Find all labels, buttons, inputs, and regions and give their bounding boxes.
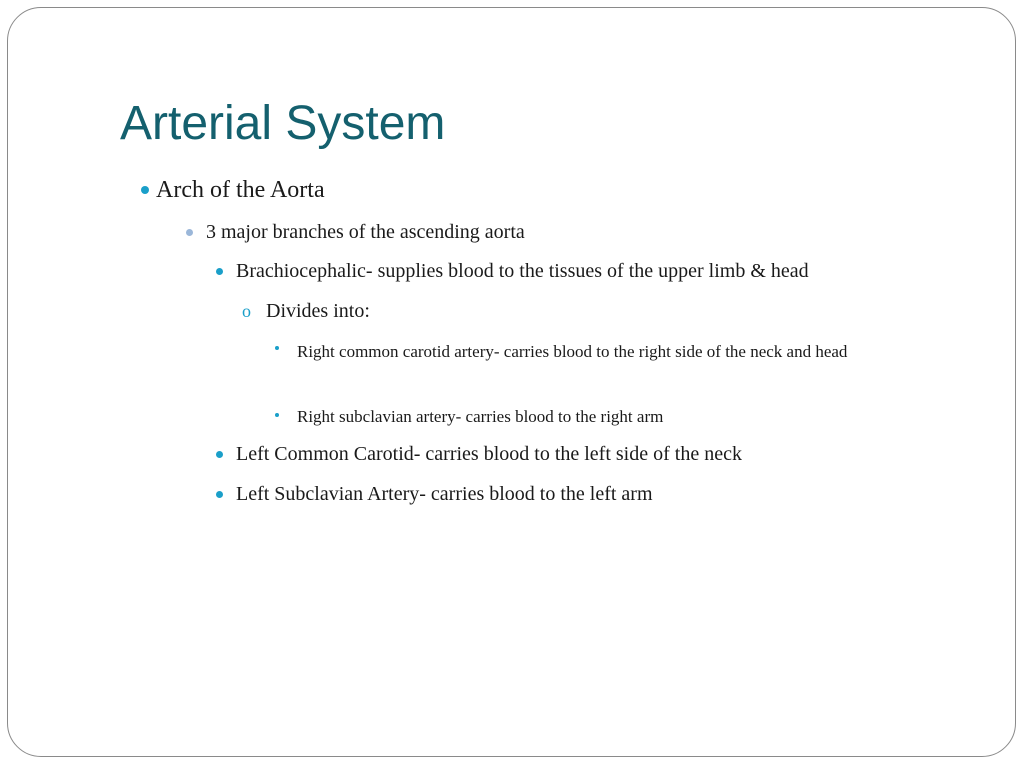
bullet-text: Right common carotid artery- carries blood to the right side of the neck and head bbox=[297, 342, 848, 361]
slide-title: Arterial System bbox=[120, 97, 446, 150]
bullet-text: Left Subclavian Artery- carries blood to the left arm bbox=[236, 483, 653, 505]
bullet-dot-icon bbox=[275, 413, 279, 417]
bullet-dot-icon bbox=[141, 186, 149, 194]
bullet-text: Divides into: bbox=[266, 300, 370, 322]
bullet-item-level2 bbox=[206, 219, 525, 245]
bullet-dot-icon bbox=[275, 346, 279, 350]
bullet-text: 3 major branches of the ascending aorta bbox=[206, 221, 525, 243]
bullet-item-level1 bbox=[156, 175, 325, 205]
circle-outline-icon: o bbox=[242, 301, 251, 321]
bullet-text: Brachiocephalic- supplies blood to the tissues of the upper limb & head bbox=[236, 260, 809, 282]
bullet-item-level5 bbox=[297, 404, 663, 430]
bullet-dot-icon bbox=[216, 491, 223, 498]
bullet-dot-icon bbox=[216, 268, 223, 275]
bullet-item-level3 bbox=[236, 481, 653, 507]
bullet-dot-icon bbox=[186, 229, 193, 236]
slide-frame bbox=[7, 7, 1016, 757]
bullet-dot-icon bbox=[216, 451, 223, 458]
bullet-text: Left Common Carotid- carries blood to the left side of the neck bbox=[236, 443, 742, 465]
bullet-item-level3 bbox=[236, 258, 809, 284]
bullet-text: Right subclavian artery- carries blood to the right arm bbox=[297, 407, 664, 426]
bullet-item-level5 bbox=[297, 337, 967, 367]
bullet-item-level3 bbox=[236, 441, 742, 467]
bullet-text: Arch of the Aorta bbox=[156, 177, 325, 203]
bullet-item-level4 bbox=[242, 298, 370, 324]
